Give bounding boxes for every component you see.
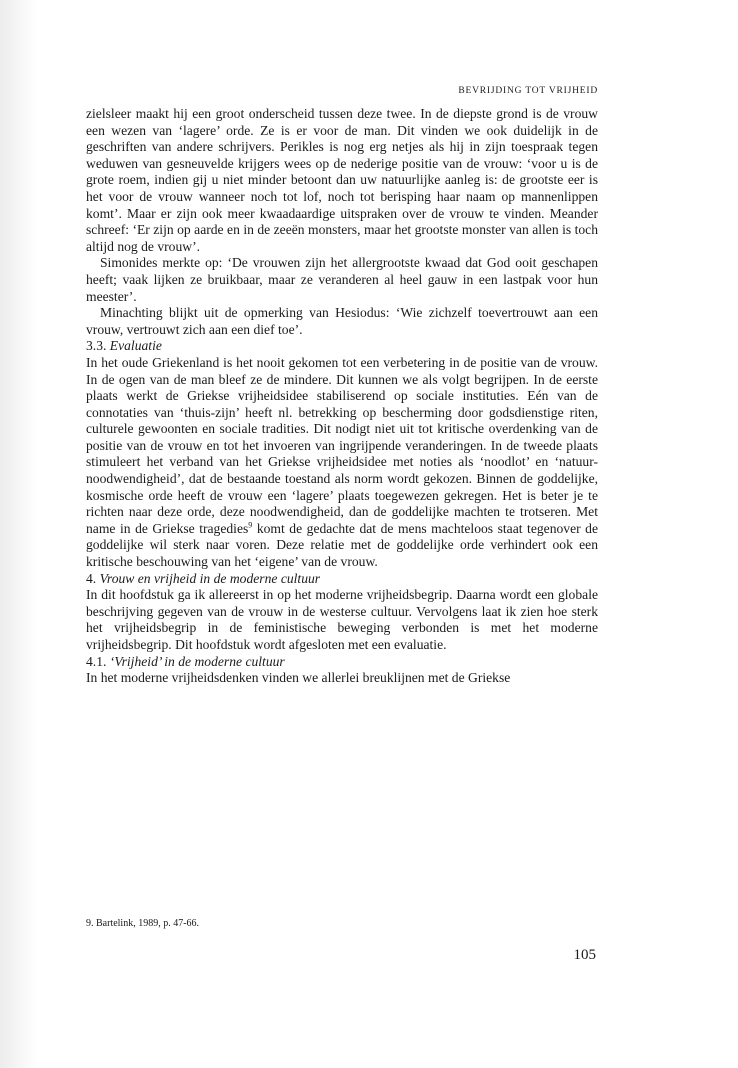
section-heading-3-3: [86, 338, 598, 355]
section-title: Vrouw en vrijheid in de moderne cultuur: [99, 570, 321, 586]
section-number: 4.: [86, 570, 97, 586]
section-heading-4: [86, 571, 598, 588]
footnote: 9. Bartelink, 1989, p. 47-66.: [86, 918, 200, 929]
page-body: [86, 106, 598, 687]
running-header: BEVRIJDING TOT VRIJHEID: [458, 86, 598, 96]
paragraph-moderne-vrijheid: In het moderne vrijheidsdenken vinden we allerlei breuklijnen met de Griekse: [86, 670, 511, 686]
paragraph-evaluatie: [86, 355, 598, 571]
paragraph-simonides: Simonides merkte op: ‘De vrouwen zijn het allergrootste kwaad dat God ooit geschapen heeft; vaak lijken ze bruikbaar, maar ze veranderen al heel gauw in een lastpak voor hun meester’.: [86, 255, 598, 304]
paragraph-continuation: zielsleer maakt hij een groot onderscheid tussen deze twee. In de diepste grond is de vrouw een wezen van ‘lagere’ orde. Ze is er voor de man. Dit vinden we ook duidelijk in de geschriften van andere schrijvers. Perikles is nog erg netjes als hij in zijn toespraak tegen weduwen van gesneuvelde krijgers wees op de nederige positie van de vrouw: ‘voor u is de grote roem, indien gij u niet minder betoont dan uw natuurlijke aanleg is: de grootste eer is het voor de vrouw wanneer noch tot lof, noch tot berisping haar naam op mannenlippen komt’. Maar er zijn ook meer kwaadaardige uitspraken over de vrouw te vinden. Meander schreef: ‘Er zijn op aarde en in de zeeën monsters, maar het grootste monster van allen is toch altijd nog de vrouw’.: [86, 106, 598, 254]
paragraph-chapter-intro: In dit hoofdstuk ga ik allereerst in op het moderne vrijheidsbegrip. Daarna wordt een globale beschrijving gegeven van de vrouw in de westerse cultuur. Vervolgens laat ik zien hoe sterk het vrijheidsbegrip in de feministische beweging verbonden is met het moderne vrijheidsbegrip. Dit hoofdstuk wordt afgesloten met een evaluatie.: [86, 587, 598, 652]
paragraph-hesiodus: Minachting blijkt uit de opmerking van Hesiodus: ‘Wie zichzelf toevertrouwt aan een vrouw, vertrouwt zich aan een dief toe’.: [86, 305, 598, 337]
paragraph-text: In het oude Griekenland is het nooit gekomen tot een verbetering in de positie van de vrouw. In de ogen van de man bleef ze de mindere. Dit kunnen we als volgt begrijpen. In de eerste plaats werkt de Griekse vrijheidsidee stabiliserend op sociale instituties. Eén van de connotaties van ‘thuis-zijn’ heeft nl. betrekking op bescherming door godsdienstige riten, culturele gewoonten en sociale tradities. Dit nodigt niet uit tot kritische overdenking van de positie van de vrouw en tot het invoeren van ingrijpende veranderingen. In de tweede plaats stimuleert het verband van het Griekse vrijheidsidee met noties als ‘noodlot’ en ‘natuur-noodwendigheid’, dat de bestaande toestand als norm wordt gekozen. Binnen de goddelijke, kosmische orde heeft de vrouw een ‘lagere’ plaats toegewezen gekregen. Het is beter je te richten naar deze orde, deze noodwendigheid, dan de goddelijke machten te trotseren. Met name in de Griekse tragedies: [86, 354, 598, 536]
section-heading-4-1: [86, 654, 598, 671]
section-number: 3.3.: [86, 338, 107, 354]
page-edge-shadow: [0, 0, 38, 1068]
section-title: Evaluatie: [109, 338, 162, 354]
page-number: 105: [573, 947, 596, 963]
section-title: ‘Vrijheid’ in de moderne cultuur: [109, 653, 285, 669]
footnote-ref-9: 9: [248, 520, 253, 530]
paragraph-text: komt de gedachte dat de mens machteloos staat tegenover de goddelijke wil sterk naar voren. Deze relatie met de goddelijke orde verhindert ook een kritische beschouwing van het ‘eigene’ van de vrouw.: [86, 520, 599, 570]
section-number: 4.1.: [86, 653, 107, 669]
